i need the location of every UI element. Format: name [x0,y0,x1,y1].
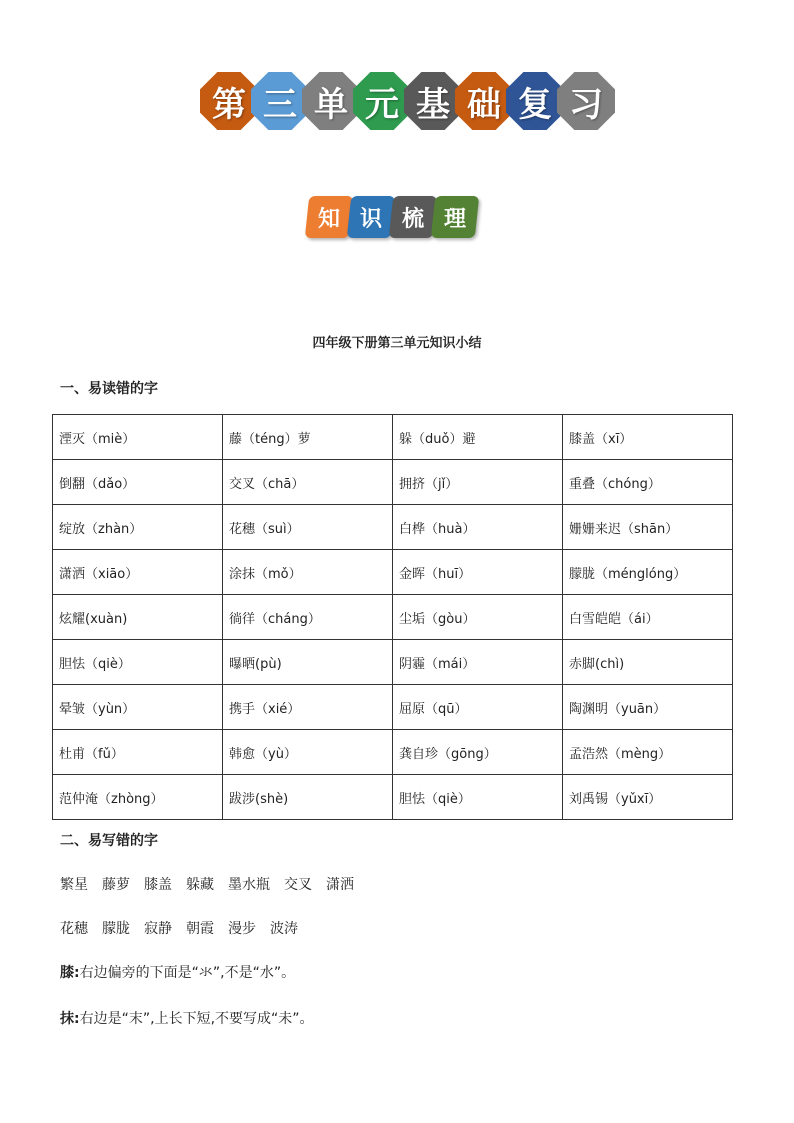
banner-char-tile [200,72,258,130]
word-item: 墨水瓶 [228,877,270,893]
table-cell: 白雪皑皑（ái） [563,595,733,640]
banner-char: 基 [416,84,450,125]
table-cell: 孟浩然（mèng） [563,730,733,775]
note-item [60,1008,314,1028]
table-row [53,550,733,595]
table-row [53,415,733,460]
table-cell: 曝晒(pù) [223,640,393,685]
table-row [53,595,733,640]
word-item: 膝盖 [144,877,172,893]
miswritten-words-line-2 [60,918,312,938]
misread-words-table [52,414,733,820]
banner-char: 第 [212,84,246,125]
table-cell: 徜徉（cháng） [223,595,393,640]
table-cell: 拥挤（jǐ） [393,460,563,505]
word-item: 躲藏 [186,877,214,893]
table-cell: 跋涉(shè) [223,775,393,820]
table-cell: 朦胧（ménglóng） [563,550,733,595]
table-cell: 范仲淹（zhòng） [53,775,223,820]
banner-char: 元 [365,84,399,125]
table-cell: 尘垢（gòu） [393,595,563,640]
miswritten-words-line-1 [60,874,368,894]
table-row [53,730,733,775]
section-heading-miswritten: 二、易写错的字 [60,833,158,849]
word-item: 藤萝 [102,877,130,893]
table-cell: 阴霾（mái） [393,640,563,685]
table-cell: 交叉（chā） [223,460,393,505]
word-item: 寂静 [144,921,172,937]
table-cell: 屈原（qū） [393,685,563,730]
unit-review-banner [200,72,620,132]
table-cell: 炫耀(xuàn) [53,595,223,640]
table-cell: 潇洒（xiāo） [53,550,223,595]
document-title: 四年级下册第三单元知识小结 [312,336,482,351]
banner-char-tile [251,72,309,130]
word-item: 潇洒 [326,877,354,893]
table-row [53,685,733,730]
word-item: 花穗 [60,921,88,937]
table-cell: 膝盖（xī） [563,415,733,460]
badge-char-tile [305,196,353,238]
table-row [53,640,733,685]
badge-char-tile [347,196,395,238]
table-cell: 陶渊明（yuān） [563,685,733,730]
badge-char-tile [431,196,479,238]
badge-char: 理 [443,205,466,232]
table-cell: 湮灭（miè） [53,415,223,460]
note-text: 右边偏旁的下面是“氺”,不是“水”。 [79,965,296,981]
section-heading-misread: 一、易读错的字 [60,381,158,397]
table-cell: 姗姗来迟（shān） [563,505,733,550]
banner-char: 三 [263,84,297,125]
word-item: 波涛 [270,921,298,937]
table-cell: 龚自珍（gōng） [393,730,563,775]
banner-char: 复 [518,84,552,125]
word-item: 繁星 [60,877,88,893]
word-item: 漫步 [228,921,256,937]
badge-char: 识 [359,205,382,232]
note-head: 抹: [60,1011,80,1027]
note-head: 膝: [60,965,80,981]
table-cell: 晕皱（yùn） [53,685,223,730]
table-cell: 躲（duǒ）避 [393,415,563,460]
note-text: 右边是“末”,上长下短,不要写成“未”。 [79,1011,314,1027]
table-cell: 杜甫（fǔ） [53,730,223,775]
table-cell: 藤（téng）萝 [223,415,393,460]
table-row [53,460,733,505]
badge-char-tile [389,196,437,238]
table-cell: 胆怯（qiè） [53,640,223,685]
badge-char: 梳 [401,205,424,232]
banner-char-tile [506,72,564,130]
table-cell: 刘禹锡（yǔxī） [563,775,733,820]
banner-char-tile [353,72,411,130]
note-item [60,962,295,982]
banner-char: 础 [467,84,501,125]
table-row [53,775,733,820]
knowledge-summary-badge [307,196,479,238]
table-cell: 白桦（huà） [393,505,563,550]
table-cell: 金晖（huī） [393,550,563,595]
word-item: 朝霞 [186,921,214,937]
banner-char-tile [455,72,513,130]
table-cell: 重叠（chóng） [563,460,733,505]
badge-char: 知 [317,205,340,232]
table-cell: 韩愈（yù） [223,730,393,775]
banner-char-tile [404,72,462,130]
banner-char-tile [302,72,360,130]
table-row [53,505,733,550]
table-cell: 涂抹（mǒ） [223,550,393,595]
table-cell: 携手（xié） [223,685,393,730]
banner-char: 习 [569,84,603,125]
word-item: 朦胧 [102,921,130,937]
table-cell: 胆怯（qiè） [393,775,563,820]
table-cell: 倒翻（dǎo） [53,460,223,505]
banner-char-tile [557,72,615,130]
word-item: 交叉 [284,877,312,893]
banner-char: 单 [314,84,348,125]
table-cell: 赤脚(chì) [563,640,733,685]
table-cell: 绽放（zhàn） [53,505,223,550]
table-cell: 花穗（suì） [223,505,393,550]
